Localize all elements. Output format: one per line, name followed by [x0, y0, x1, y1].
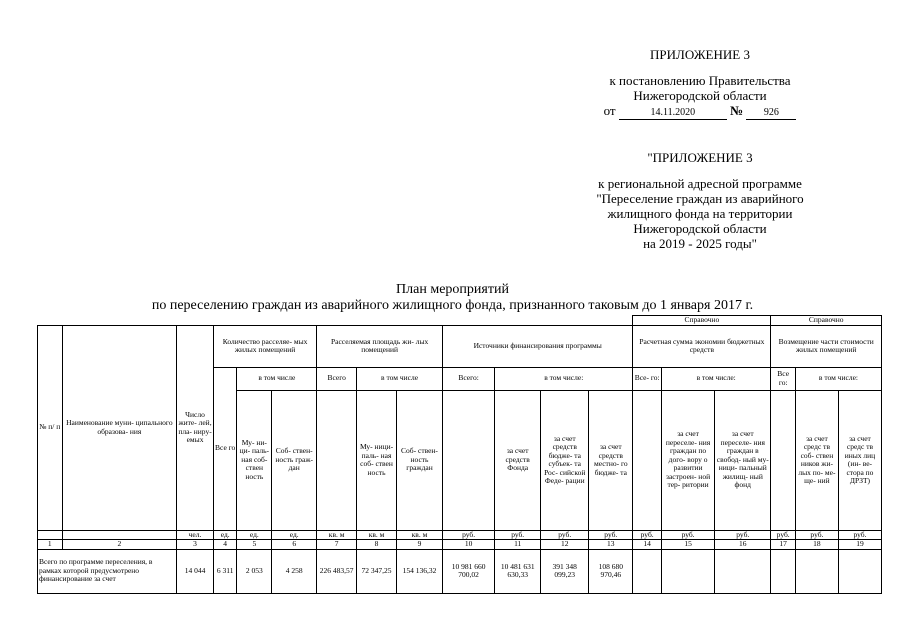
program-line-3: жилищного фонда на территории [607, 206, 793, 221]
header-compensation-group: Возмещение части стоимости жилых помещений [771, 325, 882, 367]
cell-value [661, 549, 714, 593]
column-number: 5 [237, 540, 272, 550]
header-economy-contract: за счет переселе- ния граждан по дого- вору о развитии застроен- ной тер- ритории [661, 390, 714, 530]
program-title: "ПРИЛОЖЕНИЕ 3 [647, 150, 753, 165]
plan-table [37, 315, 882, 594]
unit-cell: руб. [495, 530, 541, 540]
header-count-group: Количество расселяе- мых жилых помещений [213, 325, 316, 367]
header-sources-group: Источники финансирования программы [443, 325, 633, 367]
cell-value: 4 258 [272, 549, 317, 593]
program-line-1: к региональной адресной программе [598, 176, 802, 191]
header-compensation-total: Все го: [771, 367, 796, 390]
column-number: 2 [62, 540, 177, 550]
unit-cell: кв. м [317, 530, 357, 540]
reference-label-1: Справочно [633, 316, 771, 326]
column-number: 7 [317, 540, 357, 550]
header-sources-incl: в том числе: [495, 367, 633, 390]
units-row [38, 530, 882, 540]
appendix-title: ПРИЛОЖЕНИЕ 3 [650, 47, 750, 62]
unit-cell: ед. [272, 530, 317, 540]
appendix-line-2: Нижегородской области [633, 88, 767, 103]
number-label: № [730, 103, 744, 118]
cell-value: 72 347,25 [357, 549, 397, 593]
cell-value [838, 549, 881, 593]
column-number: 3 [177, 540, 214, 550]
reference-label-2: Справочно [771, 316, 882, 326]
column-number: 14 [633, 540, 662, 550]
column-number: 9 [396, 540, 442, 550]
plan-subtitle: по переселению граждан из аварийного жилищного фонда, признанного таковым до 1 января 2017 г. [151, 298, 754, 313]
row-name: Всего по программе переселения, в рамках которой предусмотрено финансирование за счет [38, 549, 177, 593]
appendix-line-1: к постановлению Правительства [609, 73, 791, 88]
column-number: 12 [541, 540, 589, 550]
header-count-municipal: Му- ни- ци- паль- ная соб- ствен ность [237, 390, 272, 530]
header-count-total: Все го [213, 367, 237, 530]
column-numbers-row [38, 540, 882, 550]
header-sources-total: Всего: [443, 367, 495, 390]
column-number: 16 [715, 540, 771, 550]
column-number: 19 [838, 540, 881, 550]
unit-cell: руб. [443, 530, 495, 540]
program-line-2: "Переселение граждан из аварийного [596, 191, 804, 206]
cell-value: 6 311 [213, 549, 237, 593]
unit-cell: руб. [795, 530, 838, 540]
cell-value: 391 348 099,23 [541, 549, 589, 593]
header-local-budget: за счет средств местно- го бюдже- та [589, 390, 633, 530]
column-number: 11 [495, 540, 541, 550]
header-economy-incl: в том числе: [661, 367, 770, 390]
unit-cell: руб. [633, 530, 662, 540]
header-num: № п/ п [38, 325, 63, 530]
cell-value [795, 549, 838, 593]
header-residents: Число жите- лей, пла- ниру- емых [177, 325, 214, 530]
unit-cell: руб. [715, 530, 771, 540]
table-row [38, 549, 882, 593]
unit-cell: кв. м [357, 530, 397, 540]
cell-value [633, 549, 662, 593]
cell-value: 10 481 631 630,33 [495, 549, 541, 593]
header-economy-group: Расчетная сумма экономии бюджетных средств [633, 325, 771, 367]
unit-cell: кв. м [396, 530, 442, 540]
cell-value: 10 981 660 700,02 [443, 549, 495, 593]
header-area-private: Соб- ствен- ность граждан [396, 390, 442, 530]
unit-cell: ед. [213, 530, 237, 540]
header-compensation-owners: за счет средс тв соб- ствен ников жи- лых по- ме- ще- ний [795, 390, 838, 530]
unit-cell [62, 530, 177, 540]
column-number: 13 [589, 540, 633, 550]
unit-cell: ед. [237, 530, 272, 540]
header-subject-budget: за счет средств бюдже- та субъек- та Рос- сийской Феде- рации [541, 390, 589, 530]
column-number: 18 [795, 540, 838, 550]
program-line-4: Нижегородской области [633, 221, 767, 236]
header-count-incl: в том числе [237, 367, 317, 390]
appendix-date: 14.11.2020 [619, 107, 727, 120]
cell-value: 154 136,32 [396, 549, 442, 593]
column-number: 17 [771, 540, 796, 550]
header-economy-free-fund: за счет переселе- ния граждан в свобод- ный му- ници- пальный жилищ- ный фонд [715, 390, 771, 530]
column-number: 6 [272, 540, 317, 550]
unit-cell [38, 530, 63, 540]
from-label: от [603, 103, 616, 118]
cell-value [715, 549, 771, 593]
unit-cell: чел. [177, 530, 214, 540]
appendix-header [560, 47, 840, 120]
cell-value [771, 549, 796, 593]
header-economy-total: Все- го: [633, 367, 662, 390]
unit-cell: руб. [541, 530, 589, 540]
header-fund: за счет средств Фонда [495, 390, 541, 530]
plan-title: План мероприятий [396, 282, 509, 297]
header-area-incl: в том числе [357, 367, 443, 390]
appendix-date-line [560, 103, 840, 120]
cell-value: 2 053 [237, 549, 272, 593]
header-count-private: Соб- ствен- ность граж- дан [272, 390, 317, 530]
program-header [560, 150, 840, 251]
column-number: 8 [357, 540, 397, 550]
unit-cell: руб. [838, 530, 881, 540]
program-line-5: на 2019 - 2025 годы" [643, 236, 757, 251]
column-number: 15 [661, 540, 714, 550]
header-area-total: Всего [317, 367, 357, 390]
cell-value: 226 483,57 [317, 549, 357, 593]
unit-cell: руб. [589, 530, 633, 540]
appendix-number: 926 [746, 107, 796, 120]
header-compensation-other: за счет средс тв иных лиц (ин- ве- стора по ДРЗТ) [838, 390, 881, 530]
column-number: 4 [213, 540, 237, 550]
unit-cell: руб. [771, 530, 796, 540]
column-number: 1 [38, 540, 63, 550]
header-municipality: Наименование муни- ципального образова- ния [62, 325, 177, 530]
header-area-municipal: Му- ници- паль- ная соб- ствен ность [357, 390, 397, 530]
unit-cell: руб. [661, 530, 714, 540]
header-compensation-incl: в том числе: [795, 367, 881, 390]
cell-value: 108 680 970,46 [589, 549, 633, 593]
cell-value: 14 044 [177, 549, 214, 593]
header-area-group: Расселяемая площадь жи- лых помещений [317, 325, 443, 367]
column-number: 10 [443, 540, 495, 550]
